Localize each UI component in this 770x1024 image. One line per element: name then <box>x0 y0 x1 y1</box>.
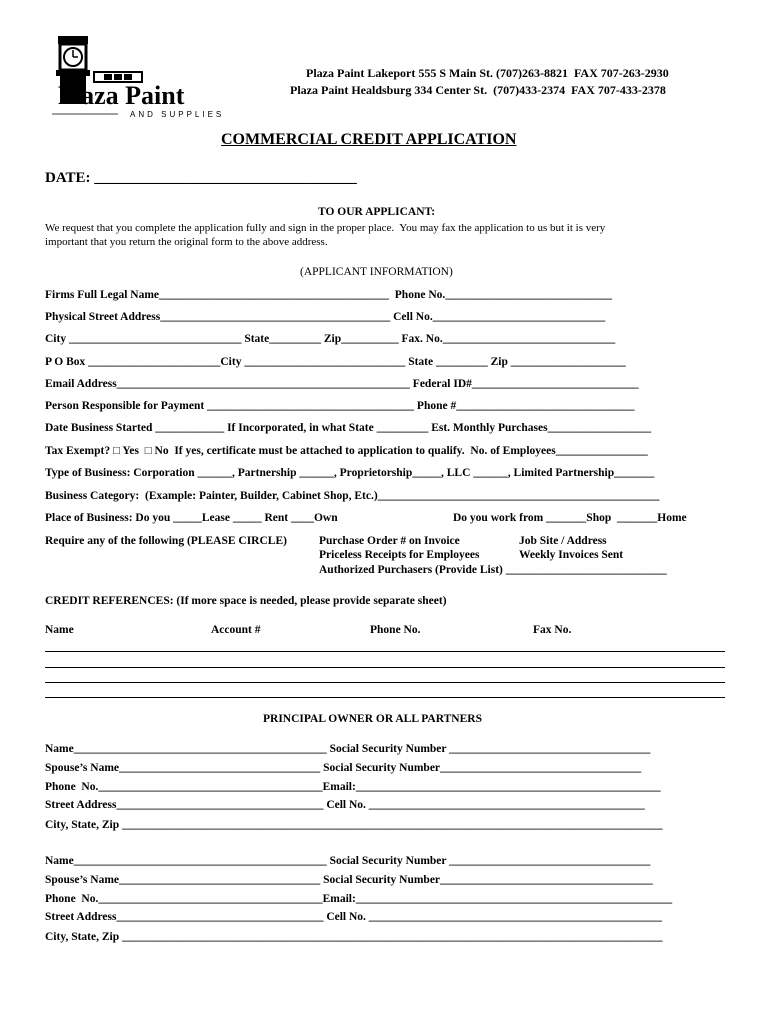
option-priceless-receipts[interactable]: Priceless Receipts for Employees <box>319 549 480 561</box>
option-weekly-invoices[interactable]: Weekly Invoices Sent <box>519 549 624 561</box>
header-healdsburg: Plaza Paint Healdsburg 334 Center St. (707)433-2374 FAX 707-433-2378 <box>290 83 666 97</box>
plaza-paint-logo <box>50 34 226 120</box>
work-from[interactable]: Do you work from _______Shop _______Home <box>453 512 687 524</box>
principal-heading: PRINCIPAL OWNER OR ALL PARTNERS <box>263 713 482 725</box>
reference-line-4[interactable] <box>45 697 725 698</box>
place-of-business[interactable]: Place of Business: Do you _____Lease _____ Rent ____Own <box>45 512 338 524</box>
ref-col-fax: Fax No. <box>533 624 572 636</box>
header-lakeport: Plaza Paint Lakeport 555 S Main St. (707)263-8821 FAX 707-263-2930 <box>306 66 669 80</box>
option-authorized-purchasers[interactable]: Authorized Purchasers (Provide List) ____________________________ <box>319 564 667 576</box>
intro-line-1: We request that you complete the application fully and sign in the proper place. You may fax the application to us but it is very <box>45 222 606 234</box>
tax-exempt-row[interactable]: Tax Exempt? □ Yes □ No If yes, certificate must be attached to application to qualify. No. of Employees________________ <box>45 445 648 457</box>
responsible-person-row[interactable]: Person Responsible for Payment ____________________________________ Phone #_______________________________ <box>45 400 635 412</box>
require-label: Require any of the following (PLEASE CIRCLE) <box>45 535 287 547</box>
credit-references-heading: CREDIT REFERENCES: (If more space is needed, please provide separate sheet) <box>45 595 447 607</box>
owner1-spouse-row[interactable]: Spouse’s Name___________________________________ Social Security Number___________________________________ <box>45 762 642 774</box>
logo-name: Plaza Paint <box>58 81 185 110</box>
ref-col-account: Account # <box>211 624 261 636</box>
city-state-zip-row[interactable]: City ______________________________ State_________ Zip__________ Fax. No.______________________________ <box>45 333 616 345</box>
owner1-phone-row[interactable]: Phone No._______________________________________Email:_____________________________________________________ <box>45 781 661 793</box>
owner2-name-row[interactable]: Name____________________________________________ Social Security Number ___________________________________ <box>45 855 651 867</box>
date-field[interactable]: DATE: ___________________________________ <box>45 170 357 186</box>
intro-line-2: important that you return the original form to the above address. <box>45 236 328 248</box>
owner2-spouse-row[interactable]: Spouse’s Name___________________________________ Social Security Number_____________________________________ <box>45 874 653 886</box>
owner1-name-row[interactable]: Name____________________________________________ Social Security Number ___________________________________ <box>45 743 651 755</box>
ref-col-phone: Phone No. <box>370 624 421 636</box>
business-started-row[interactable]: Date Business Started ____________ If Incorporated, in what State _________ Est. Monthly Purchases__________________ <box>45 422 652 434</box>
page-title: COMMERCIAL CREDIT APPLICATION <box>221 131 517 148</box>
business-type-row[interactable]: Type of Business: Corporation ______, Partnership ______, Proprietorship_____, LLC ______, Limited Partnership_______ <box>45 467 655 479</box>
owner1-city-row[interactable]: City, State, Zip ______________________________________________________________________________________________ <box>45 819 663 831</box>
reference-line-1[interactable] <box>45 651 725 652</box>
owner1-street-row[interactable]: Street Address____________________________________ Cell No. ________________________________________________ <box>45 799 645 811</box>
owner2-phone-row[interactable]: Phone No._______________________________________Email:_______________________________________________________ <box>45 893 673 905</box>
business-category-row[interactable]: Business Category: (Example: Painter, Builder, Cabinet Shop, Etc.)_________________________________________________ <box>45 490 660 502</box>
owner2-city-row[interactable]: City, State, Zip ______________________________________________________________________________________________ <box>45 931 663 943</box>
option-purchase-order[interactable]: Purchase Order # on Invoice <box>319 535 460 547</box>
ref-col-name: Name <box>45 624 74 636</box>
reference-line-3[interactable] <box>45 682 725 683</box>
firm-name-row[interactable]: Firms Full Legal Name________________________________________ Phone No._____________________________ <box>45 289 612 301</box>
street-address-row[interactable]: Physical Street Address________________________________________ Cell No.______________________________ <box>45 311 606 323</box>
applicant-heading: (APPLICANT INFORMATION) <box>300 266 453 278</box>
intro-heading: TO OUR APPLICANT: <box>318 206 436 218</box>
option-job-site[interactable]: Job Site / Address <box>519 535 607 547</box>
po-box-row[interactable]: P O Box _______________________City ____________________________ State _________ Zip ____________________ <box>45 356 626 368</box>
email-row[interactable]: Email Address___________________________________________________ Federal ID#_____________________________ <box>45 378 639 390</box>
owner2-street-row[interactable]: Street Address____________________________________ Cell No. ___________________________________________________ <box>45 911 663 923</box>
reference-line-2[interactable] <box>45 667 725 668</box>
logo-subtitle: AND SUPPLIES <box>130 110 225 119</box>
